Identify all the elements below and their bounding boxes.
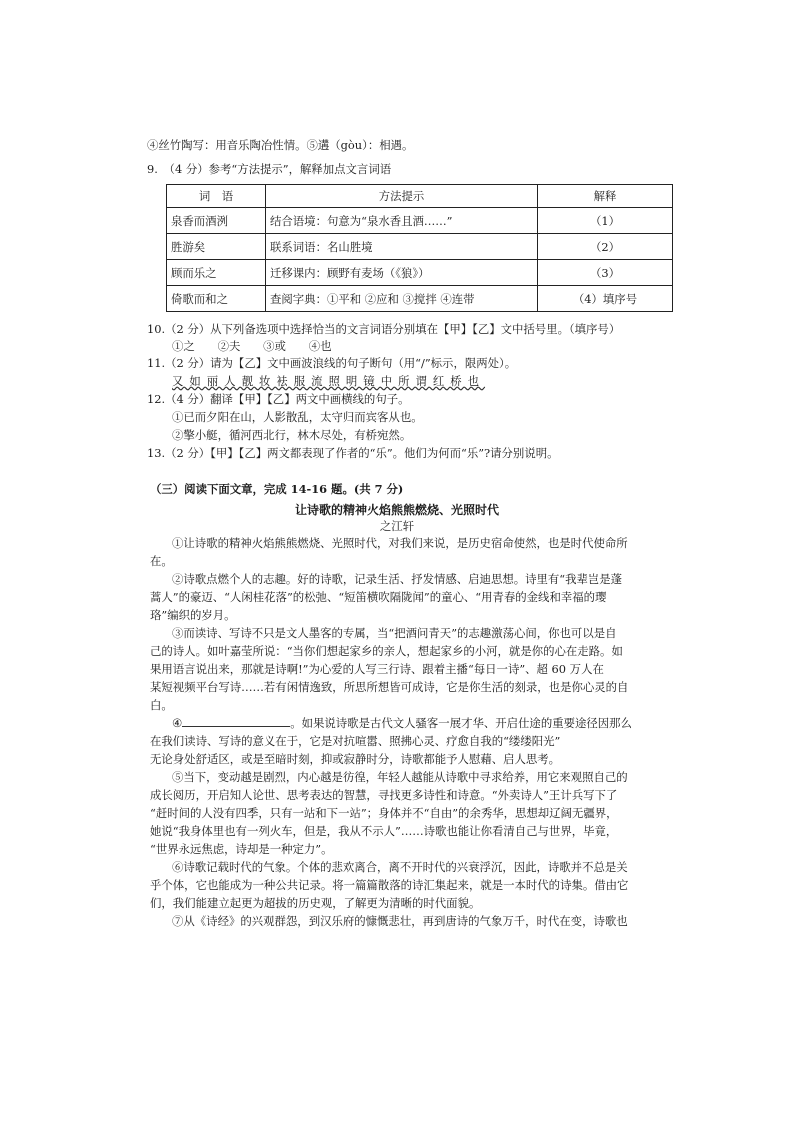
question-12-sentence-b: ②擎小艇，循河西北行，林木尽处，有桥宛然。 [172,428,412,442]
article-title: 让诗歌的精神火焰熊熊燃烧、光照时代 [294,503,499,517]
table-row [167,208,673,234]
table-header-row [167,185,673,208]
article-line: 在我们读诗、写诗的意义在于，它是对抗喧嚣、照拂心灵、疗愈自我的“缕缕阳光” [150,734,561,748]
word-cell: 倚歌而和之 [167,286,266,312]
table-row [167,234,673,260]
answer-cell: （1） [538,208,673,234]
article-line-text: 。如果说诗歌是古代文人骚客一展才华、开启仕途的重要途径因那么 [290,716,632,730]
question-13: 13.（2 分）【甲】【乙】两文都表现了作者的“乐”。他们为何而“乐”?请分别说明。 [147,446,559,460]
hint-cell: 查阅字典：①平和 ②应和 ③搅拌 ④连带 [266,286,538,312]
note-line: ④丝竹陶写：用音乐陶冶性情。⑤遘（gòu）：相遇。 [147,138,414,152]
answer-blank[interactable] [182,716,290,727]
method-table [166,184,673,312]
article-line: 她说“我身体里也有一列火车，但是，我从不示人”……诗歌也能让你看清自己与世界，毕竟， [150,824,618,838]
question-10-options: ①之 ②夫 ③或 ④也 [172,339,332,353]
article-line: ⑦从《诗经》的兴观群怨，到汉乐府的慷慨悲壮，再到唐诗的气象万千，时代在变，诗歌也 [172,914,628,928]
article-line: 蒿人”的豪迈、“人闲桂花落”的松弛、“短笛横吹隔陇闻”的童心、“用青春的金线和幸福的璎 [150,590,607,604]
article-line: 无论身处舒适区，或是至暗时刻，抑或寂静时分，诗歌都能予人慰藉、启人思考。 [150,752,561,766]
question-11: 11.（2 分）请为【乙】文中画波浪线的句子断句（用“/”标示，限两处）。 [147,356,517,370]
word-cell: 顾而乐之 [167,260,266,286]
table-row [167,286,673,312]
answer-cell: （2） [538,234,673,260]
paragraph-number: ④ [172,716,183,730]
article-line: 白。 [150,698,173,712]
article-line: 成长阅历，开启知人论世、思考表达的智慧，寻找更多诗性和诗意。“外卖诗人”王计兵写下了 [150,788,618,802]
article-line: “赶时间的人没有四季，只有一站和下一站”；身体并不“自由”的余秀华，思想却辽阔无疆界， [150,806,618,820]
article-line: “世界永远焦虑，诗却是一种定力”。 [150,842,333,856]
article-line: 们，我们能建立起更为超拔的历史观，了解更为清晰的时代面貌。 [150,896,481,910]
hint-cell: 结合语境：句意为“泉水香且酒……” [266,208,538,234]
article-author: 之江轩 [379,519,415,533]
question-9: 9. （4 分）参考“方法提示”，解释加点文言词语 [147,162,392,176]
article-line: ②诗歌点燃个人的志趣。好的诗歌，记录生活、抒发情感、启迪思想。诗里有“我辈岂是蓬 [172,572,623,586]
article-line: 己的诗人。如叶嘉莹所说：“当你们想起家乡的亲人，想起家乡的小河，就是你的心在走路。如 [150,644,623,658]
hint-cell: 联系词语：名山胜境 [266,234,538,260]
article-line: 某短视频平台写诗……若有闲情逸致，所思所想皆可成诗，它是你生活的刻录，也是你心灵的自 [150,680,629,694]
section-3-heading: （三）阅读下面文章，完成 14-16 题。(共 7 分) [150,482,404,496]
answer-cell: （4）填序号 [538,286,673,312]
article-line: ⑥诗歌记载时代的气象。个体的悲欢离合，离不开时代的兴衰浮沉，因此，诗歌并不总是关 [172,860,628,874]
article-line: 在。 [150,554,173,568]
answer-cell: （3） [538,260,673,286]
article-line: ①让诗歌的精神火焰熊熊燃烧、光照时代，对我们来说，是历史宿命使然，也是时代使命所 [172,536,628,550]
header-word: 词 语 [167,185,266,208]
word-cell: 胜游矣 [167,234,266,260]
article-line: 珞”编织的岁月。 [150,608,236,622]
header-answer: 解释 [538,185,673,208]
table-row [167,260,673,286]
word-cell: 泉香而酒洌 [167,208,266,234]
article-line: ⑤当下，变动越是剧烈，内心越是彷徨，年轻人越能从诗歌中寻求给养，用它来观照自己的 [172,770,628,784]
fill-blank-line [172,716,632,730]
question-12: 12.（4 分）翻译【甲】【乙】两文中画横线的句子。 [147,392,410,406]
header-hint: 方法提示 [266,185,538,208]
question-11-sentence: 又如丽人靓妆袪服流照明镜中所谓红桥也 [172,374,486,388]
question-12-sentence-a: ①已而夕阳在山，人影散乱，太守归而宾客从也。 [172,410,423,424]
article-line: ③而读诗、写诗不只是文人墨客的专属，当“把酒问青天”的志趣激荡心间，你也可以是自 [172,626,617,640]
hint-cell: 迁移课内：顾野有麦场（《狼》） [266,260,538,286]
article-line: 果用语言说出来，那就是诗啊!”为心爱的人写三行诗、跟着主播“每日一诗”、超 60 万人在 [150,662,604,676]
article-line: 乎个体，它也能成为一种公共记录。将一篇篇散落的诗汇集起来，就是一本时代的诗集。借由它 [150,878,629,892]
question-10: 10.（2 分）从下列备选项中选择恰当的文言词语分别填在【甲】【乙】文中括号里。（填序号） [147,322,621,336]
